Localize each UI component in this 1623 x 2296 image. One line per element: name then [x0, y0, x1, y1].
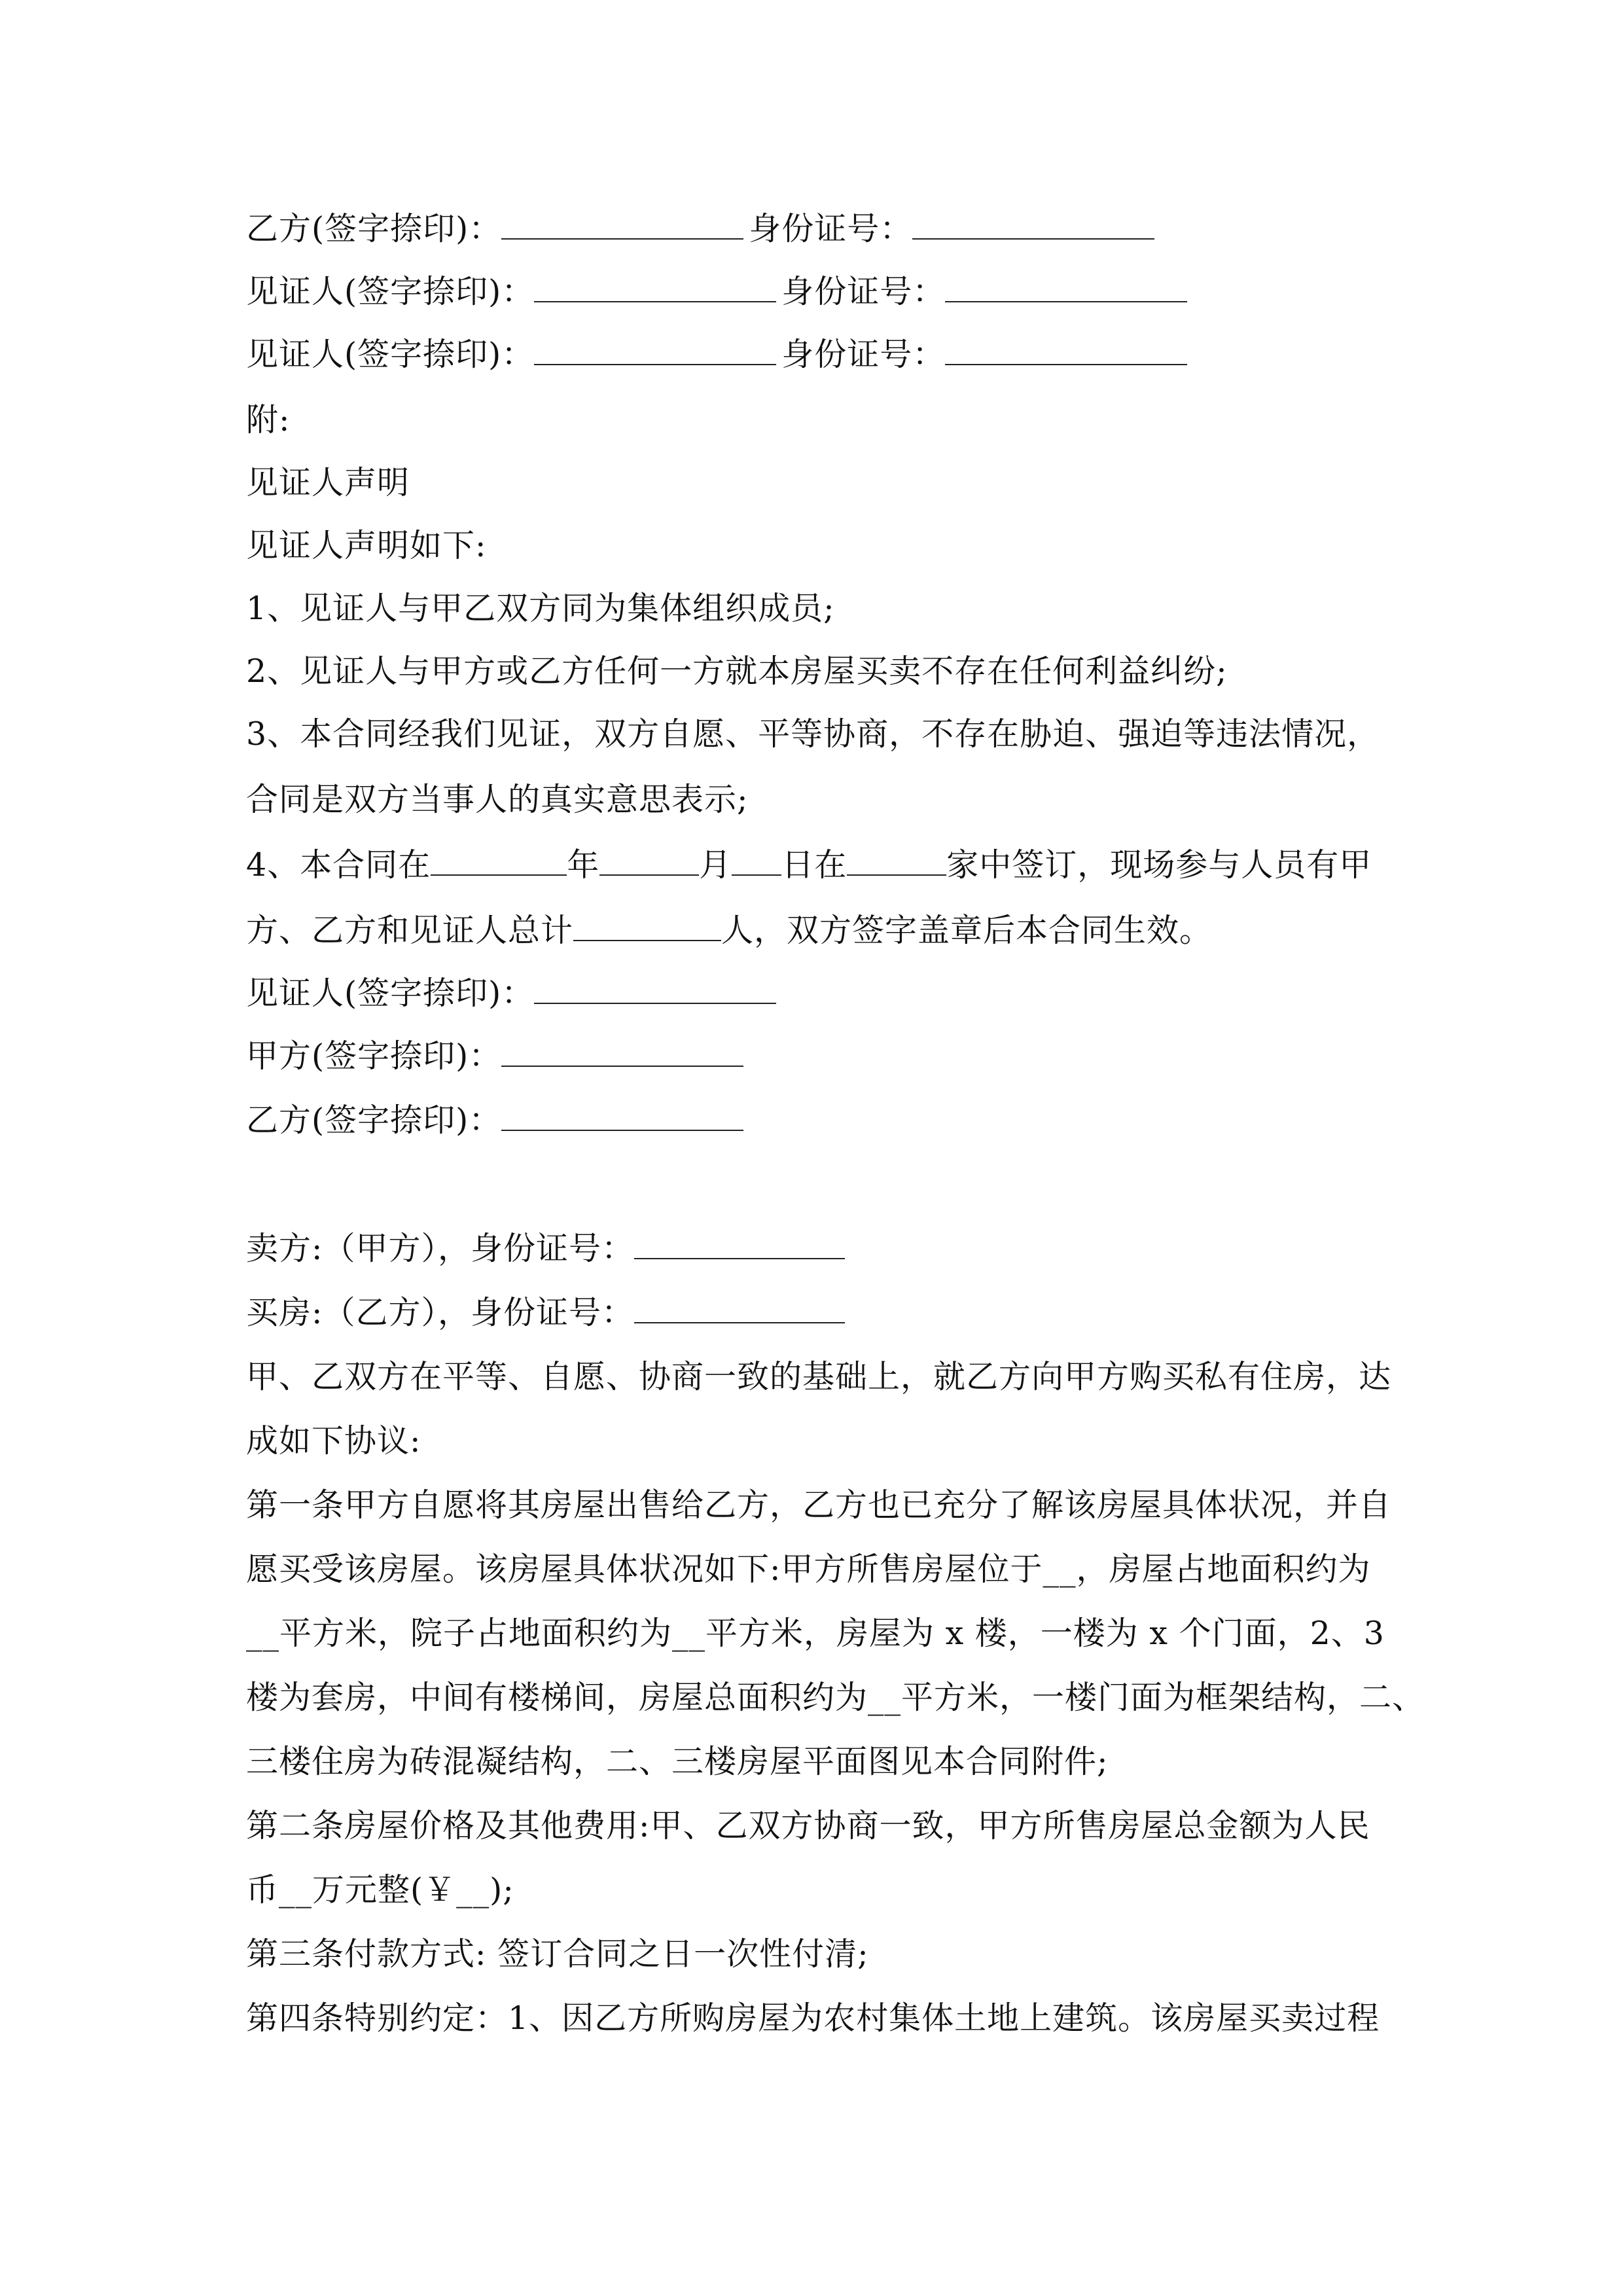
statement-item-4-line2: [246, 911, 1212, 950]
home-blank: [847, 847, 946, 876]
article3: 第三条付款方式: 签订合同之日一次性付清;: [246, 1935, 869, 1973]
statement-item-2: 2、见证人与甲方或乙方任何一方就本房屋买卖不存在任何利益纠纷;: [246, 653, 1228, 690]
month-blank: [599, 847, 699, 876]
total-persons-blank: [573, 912, 721, 941]
preamble-line2: 成如下协议:: [246, 1422, 421, 1460]
id-label: 身份证号：: [781, 273, 946, 310]
seller-label: 卖方:（甲方），身份证号：: [246, 1230, 635, 1267]
party-b-signature-line: [246, 209, 1154, 249]
statement-party-a-signature: [246, 1037, 743, 1076]
article1-line4: 楼为套房，中间有楼梯间，房屋总面积约为__平方米，一楼门面为框架结构，二、: [246, 1679, 1425, 1716]
article2-line1: 第二条房屋价格及其他费用:甲、乙双方协商一致，甲方所售房屋总金额为人民: [246, 1807, 1370, 1844]
id-label: 身份证号：: [781, 336, 946, 373]
article4-line1: 第四条特别约定：1、因乙方所购房屋为农村集体土地上建筑。该房屋买卖过程: [246, 2000, 1380, 2037]
witness-statement-intro: 见证人声明如下:: [246, 527, 487, 564]
statement-party-a-label: 甲方(签字捺印)：: [246, 1037, 502, 1075]
seller-line: [246, 1229, 845, 1268]
statement-item-3-line1: 3、本合同经我们见证，双方自愿、平等协商，不存在胁迫、强迫等违法情况，: [246, 715, 1380, 753]
party-b-sign-blank: [501, 211, 743, 240]
seller-id-blank: [634, 1230, 845, 1259]
item4-prefix: 4、本合同在: [246, 846, 431, 884]
attachment-label: 附:: [246, 401, 291, 439]
witness1-sign-label: 见证人(签字捺印)：: [246, 273, 535, 310]
witness2-sign-label: 见证人(签字捺印)：: [246, 336, 535, 373]
id-blank: [912, 211, 1154, 240]
day-at-label: 日在: [781, 846, 847, 884]
id-label: 身份证号：: [749, 210, 913, 247]
item4-suffix: 家中签订，现场参与人员有甲: [946, 846, 1372, 884]
witness1-sign-blank: [534, 274, 776, 302]
statement-item-4-line1: [246, 846, 1372, 885]
year-blank: [431, 847, 567, 876]
witness2-sign-blank: [534, 336, 776, 365]
buyer-label: 买房:（乙方），身份证号：: [246, 1294, 635, 1331]
year-label: 年: [567, 846, 600, 884]
buyer-line: [246, 1293, 845, 1333]
buyer-id-blank: [634, 1295, 845, 1323]
article1-line3: __平方米，院子占地面积约为__平方米，房屋为 x 楼，一楼为 x 个门面，2、3: [246, 1615, 1385, 1652]
witness-statement-title: 见证人声明: [246, 464, 410, 501]
preamble-line1: 甲、乙双方在平等、自愿、协商一致的基础上，就乙方向甲方购买私有住房，达: [246, 1358, 1392, 1395]
article1-line5: 三楼住房为砖混凝结构，二、三楼房屋平面图见本合同附件;: [246, 1743, 1109, 1780]
statement-party-b-signature: [246, 1101, 743, 1140]
article1-line1: 第一条甲方自愿将其房屋出售给乙方，乙方也已充分了解该房屋具体状况，并自: [246, 1486, 1392, 1524]
article2-line2: 币__万元整(￥__);: [246, 1871, 514, 1909]
statement-witness-label: 见证人(签字捺印)：: [246, 975, 535, 1012]
witness1-signature-line: [246, 272, 1187, 312]
statement-party-b-blank: [501, 1102, 743, 1131]
statement-party-b-label: 乙方(签字捺印)：: [246, 1102, 502, 1139]
party-b-sign-label: 乙方(签字捺印)：: [246, 210, 502, 247]
statement-witness-blank: [534, 975, 776, 1004]
witness2-signature-line: [246, 335, 1187, 374]
month-label: 月: [699, 846, 732, 884]
id-blank: [945, 336, 1187, 365]
id-blank: [945, 274, 1187, 302]
statement-item-1: 1、见证人与甲乙双方同为集体组织成员;: [246, 590, 835, 627]
article1-line2: 愿买受该房屋。该房屋具体状况如下:甲方所售房屋位于__，房屋占地面积约为: [246, 1551, 1371, 1588]
statement-witness-signature: [246, 974, 776, 1013]
item4-line2-prefix: 方、乙方和见证人总计: [246, 912, 574, 949]
day-blank: [732, 847, 781, 876]
statement-party-a-blank: [501, 1038, 743, 1067]
statement-item-3-line2: 合同是双方当事人的真实意思表示;: [246, 781, 749, 818]
item4-line2-suffix: 人，双方签字盖章后本合同生效。: [721, 912, 1213, 949]
